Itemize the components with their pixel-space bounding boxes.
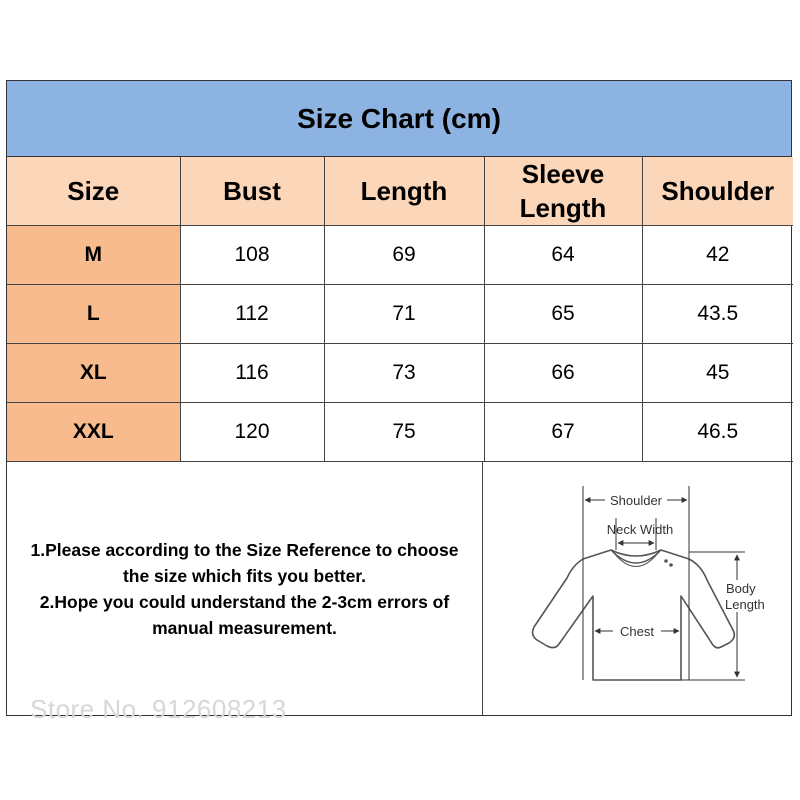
header-row <box>7 157 793 226</box>
shoulder-label: Shoulder <box>609 493 663 508</box>
note-1: 1.Please according to the Size Reference to choose the size which fits you better. <box>30 539 459 586</box>
table-row <box>7 285 793 344</box>
store-watermark: Store No. 912608213 <box>30 694 287 724</box>
size-table <box>7 157 793 462</box>
length-cell: 71 <box>324 285 484 344</box>
shoulder-cell: 42 <box>642 226 793 285</box>
size-chart <box>6 80 792 716</box>
chest-label: Chest <box>620 624 654 639</box>
shoulder-cell: 43.5 <box>642 285 793 344</box>
size-cell: XXL <box>7 403 180 462</box>
table-row <box>7 403 793 462</box>
table-row <box>7 226 793 285</box>
neck-width-label: Neck Width <box>606 522 674 537</box>
sleeve-length-cell: 67 <box>484 403 642 462</box>
header-shoulder: Shoulder <box>642 157 793 226</box>
bust-cell: 108 <box>180 226 324 285</box>
size-cell: L <box>7 285 180 344</box>
measurement-diagram <box>483 462 791 715</box>
table-row <box>7 344 793 403</box>
header-sleeve-length <box>484 157 642 226</box>
size-notes <box>7 462 483 715</box>
header-length: Length <box>324 157 484 226</box>
length-cell: 69 <box>324 226 484 285</box>
body-length-label-1: Body <box>726 581 756 596</box>
body-length-label-2: Length <box>725 597 765 612</box>
note-2: 2.Hope you could understand the 2-3cm errors of manual measurement. <box>39 591 450 638</box>
shoulder-cell: 45 <box>642 344 793 403</box>
header-size: Size <box>7 157 180 226</box>
sweater-diagram <box>483 462 791 715</box>
header-bust: Bust <box>180 157 324 226</box>
size-cell: XL <box>7 344 180 403</box>
sleeve-length-cell: 65 <box>484 285 642 344</box>
header-sleeve-length-label: Sleeve Length <box>519 159 607 223</box>
length-cell: 73 <box>324 344 484 403</box>
length-cell: 75 <box>324 403 484 462</box>
bust-cell: 120 <box>180 403 324 462</box>
sweater-outline-icon <box>533 550 735 680</box>
chart-title: Size Chart (cm) <box>7 81 791 157</box>
sleeve-length-cell: 66 <box>484 344 642 403</box>
sleeve-length-cell: 64 <box>484 226 642 285</box>
size-cell: M <box>7 226 180 285</box>
shoulder-cell: 46.5 <box>642 403 793 462</box>
bust-cell: 116 <box>180 344 324 403</box>
bust-cell: 112 <box>180 285 324 344</box>
info-section <box>7 462 791 715</box>
